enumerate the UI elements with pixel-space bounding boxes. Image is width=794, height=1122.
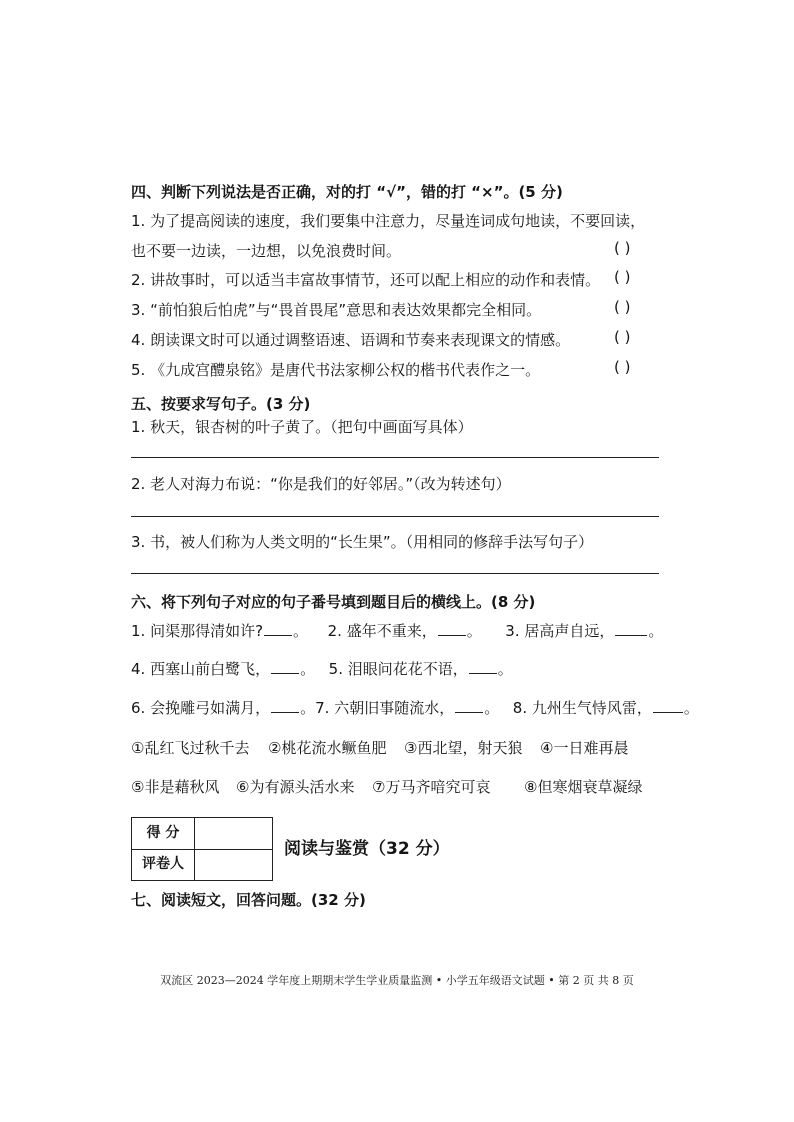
section4-q1-line2: 也不要一边读，一边想，以免浪费时间。 bbox=[131, 242, 402, 260]
poem-line-4: 4. 西塞山前白鹭飞， bbox=[131, 660, 271, 678]
option-5: ⑤非是藉秋风 bbox=[131, 778, 220, 796]
period: 。 bbox=[293, 622, 309, 640]
answer-blank-8[interactable] bbox=[653, 698, 683, 713]
answer-paren-1[interactable]: ( ) bbox=[614, 239, 631, 257]
poem-row-3 bbox=[131, 698, 699, 718]
section7-heading: 七、阅读短文，回答问题。(32 分) bbox=[131, 891, 366, 909]
section4-q2: 2. 讲故事时，可以适当丰富故事情节，还可以配上相应的动作和表情。 bbox=[131, 271, 601, 289]
answer-line-3[interactable] bbox=[131, 573, 659, 574]
grader-cell[interactable] bbox=[196, 849, 272, 880]
answer-blank-2[interactable] bbox=[438, 621, 466, 636]
section5-q2: 2. 老人对海力布说：“你是我们的好邻居。”（改为转述句） bbox=[131, 475, 511, 493]
score-row bbox=[132, 818, 272, 850]
poem-row-1 bbox=[131, 621, 663, 641]
section5-q3: 3. 书，被人们称为人类文明的“长生果”。（用相同的修辞手法写句子） bbox=[131, 533, 594, 551]
period: 。 bbox=[300, 660, 316, 678]
section5-heading: 五、按要求写句子。(3 分) bbox=[131, 395, 311, 413]
option-8: ⑧但寒烟衰草凝绿 bbox=[524, 778, 643, 796]
option-1: ①乱红飞过秋千去 bbox=[131, 739, 250, 757]
score-box bbox=[131, 817, 273, 881]
answer-blank-3[interactable] bbox=[615, 621, 647, 636]
answer-paren-4[interactable]: ( ) bbox=[614, 328, 631, 346]
period: 。 bbox=[648, 622, 664, 640]
poem-line-2: 2. 盛年不重来， bbox=[327, 622, 437, 640]
score-cell[interactable] bbox=[196, 818, 272, 849]
poem-line-8: 8. 九州生气恃风雷， bbox=[512, 699, 652, 717]
poem-line-1: 1. 问渠那得清如许? bbox=[131, 622, 264, 640]
answer-blank-1[interactable] bbox=[264, 621, 292, 636]
answer-blank-6[interactable] bbox=[271, 698, 299, 713]
poem-line-3: 3. 居高声自远， bbox=[505, 622, 615, 640]
period: 。 bbox=[466, 622, 482, 640]
section4-heading: 四、判断下列说法是否正确，对的打 “√”，错的打 “×”。(5 分) bbox=[131, 183, 563, 201]
score-label: 得 分 bbox=[132, 818, 195, 849]
poem-line-6: 6. 会挽雕弓如满月， bbox=[131, 699, 271, 717]
answer-blank-7[interactable] bbox=[455, 698, 483, 713]
poem-row-2 bbox=[131, 659, 513, 679]
period: 。 bbox=[683, 699, 699, 717]
section5-q1: 1. 秋天，银杏树的叶子黄了。（把句中画面写具体） bbox=[131, 418, 473, 436]
option-7: ⑦万马齐喑究可哀 bbox=[372, 778, 491, 796]
period: 。 bbox=[300, 699, 316, 717]
answer-paren-5[interactable]: ( ) bbox=[614, 358, 631, 376]
answer-blank-5[interactable] bbox=[469, 659, 497, 674]
poem-line-5: 5. 泪眼问花花不语， bbox=[328, 660, 468, 678]
page-footer: 双流区 2023—2024 学年度上期期末学生学业质量监测 • 小学五年级语文试题 • 第 2 页 共 8 页 bbox=[160, 974, 634, 987]
section6-heading: 六、将下列句子对应的句子番号填到题目后的横线上。(8 分) bbox=[131, 593, 536, 611]
grader-label: 评卷人 bbox=[132, 849, 195, 880]
section4-q5: 5. 《九成宫醴泉铭》是唐代书法家柳公权的楷书代表作之一。 bbox=[131, 361, 541, 379]
poem-line-7: 7. 六朝旧事随流水， bbox=[315, 699, 455, 717]
option-4: ④一日难再晨 bbox=[540, 739, 629, 757]
grader-row bbox=[132, 849, 272, 880]
option-2: ②桃花流水鳜鱼肥 bbox=[268, 739, 387, 757]
section4-q1-line1: 1. 为了提高阅读的速度，我们要集中注意力，尽量连词成句地读，不要回读， bbox=[131, 212, 646, 230]
option-3: ③西北望，射天狼 bbox=[404, 739, 523, 757]
answer-blank-4[interactable] bbox=[271, 659, 299, 674]
answer-line-2[interactable] bbox=[131, 516, 659, 517]
answer-line-1[interactable] bbox=[131, 457, 659, 458]
answer-paren-2[interactable]: ( ) bbox=[614, 268, 631, 286]
reading-section-title: 阅读与鉴赏（32 分） bbox=[284, 839, 450, 859]
period: 。 bbox=[497, 660, 513, 678]
answer-paren-3[interactable]: ( ) bbox=[614, 298, 631, 316]
section4-q3: 3. “前怕狼后怕虎”与“畏首畏尾”意思和表达效果都完全相同。 bbox=[131, 301, 542, 319]
section4-q4: 4. 朗读课文时可以通过调整语速、语调和节奏来表现课文的情感。 bbox=[131, 331, 571, 349]
period: 。 bbox=[484, 699, 500, 717]
option-6: ⑥为有源头活水来 bbox=[236, 778, 355, 796]
